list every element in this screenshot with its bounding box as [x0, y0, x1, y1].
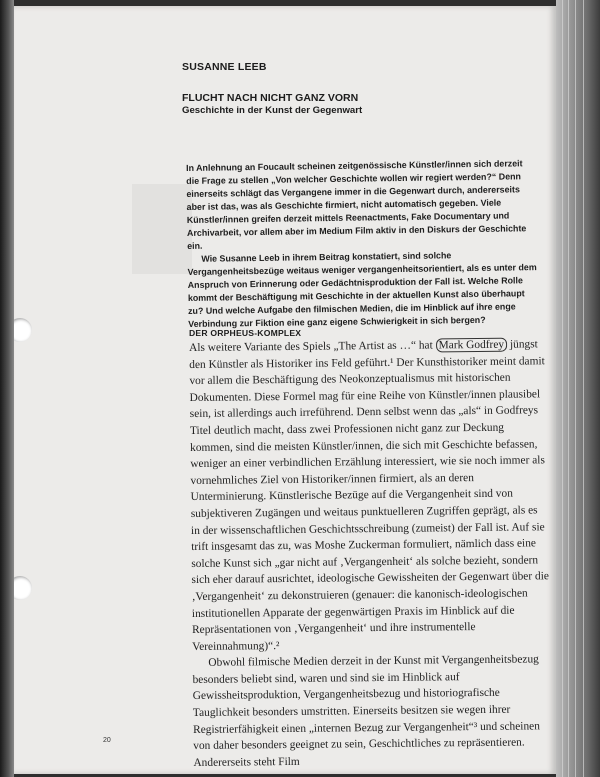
circled-annotation: Mark Godfrey [436, 338, 508, 353]
book-spine-shadow [0, 0, 14, 777]
article-title: FLUCHT NACH NICHT GANZ VORN [182, 92, 359, 104]
abstract [186, 157, 538, 331]
document-page [14, 6, 556, 774]
page-stack-edge [556, 0, 600, 777]
article-subtitle: Geschichte in der Kunst der Gegenwart [182, 105, 363, 116]
author-name: SUSANNE LEEB [182, 61, 267, 73]
body-text [189, 336, 551, 771]
show-through-shadow [132, 184, 192, 274]
section-heading: DER ORPHEUS-KOMPLEX [189, 328, 302, 338]
body-paragraph [189, 336, 550, 655]
body-text-segment: jüngst den Künstler als Historiker ins Feld geführt.¹ Der Kunsthistoriker meint damit vor allem die Beschäftigung des Neokonzeptualismus mit historischen Dokumenten. Diese Formel mag für eine Reihe von Künstler/innen plausibel sein, ist allerdings auch irreführend. Denn selbst wenn das „als“ in Godfreys Titel deutlich macht, dass zwei Professionen nicht ganz zur Deckung kommen, sind die meisten Künstler/innen, die sich mit Geschichte befassen, weniger an einer verbindlichen Erzählung interessiert, wie sie noch immer als vornehmliches Ziel von Historiker/innen firmiert, als an deren Unterminierung. Künstlerische Bezüge auf die Vergangenheit sind von subjektiveren Zugängen und weitaus punktuelleren Zugriffen geprägt, als es in der wissenschaftlichen Geschichtsschreibung (zumeist) der Fall ist. Auf sie trift insgesamt das zu, was Moshe Zuckerman formuliert, nämlich dass eine solche Kunst sich „gar nicht auf ‚Vergangenheit‘ als solche bezieht, sondern sich eher darauf ausrichtet, ideologische Gewissheiten der Gegenwart über die ‚Vergangenheit‘ zu dekonstruieren (genauer: die kanonisch-ideologischen institutionellen Apparate der gegenwärtigen Praxis im Hinblick auf die Repräsentationen von ‚Vergangenheit‘ und ihre instrumentelle Vereinnahmung)“.² [189, 338, 549, 653]
body-paragraph: Obwohl filmische Medien derzeit in der Kunst mit Vergangenheitsbezug besonders beliebt sind, waren und sind sie im Hinblick auf Gewissheitsproduktion, Vergangenheitsbezug und historiografische Tauglichkeit besonders umstritten. Einerseits besitzen sie wegen ihrer Registrierfähigkeit einen „internen Bezug zur Vergangenheit“³ und scheinen von daher besonders geeignet zu sein, Geschichtliches zu repräsentieren. Andererseits steht Film [192, 653, 540, 769]
abstract-paragraph: Wie Susanne Leeb in ihrem Beitrag konstatiert, sind solche Vergangenheitsbezüge weitaus weniger vergangenheitsorientiert, als es unter dem Anspruch von Erinnerung oder Gedächtnisproduktion der Fall ist. Welche Rolle kommt der Beschäftigung mit Geschichte in der aktuellen Kunst also überhaupt zu? Und welche Aufgabe den filmischen Medien, die im Hinblick auf ihre enge Verbindung zur Fiktion eine ganz eigene Schwierigkeit in sich bergen? [187, 250, 537, 329]
abstract-paragraph: In Anlehnung an Foucault scheinen zeitgenössische Künstler/innen sich derzeit die Frage zu stellen „Von welcher Geschichte wollen wir regiert werden?“ Denn einerseits schlägt das Vergangene immer in die Gegenwart durch, andererseits aber ist das, was als Geschichte firmiert, nicht automatisch gegeben. Viele Künstler/innen greifen derzeit mittels Reenactments, Fake Documentary und Archivarbeit, vor allem aber im Medium Film aktiv in den Diskurs der Geschichte ein. [186, 158, 527, 251]
binder-hole-icon [14, 576, 32, 600]
page-number: 20 [103, 737, 111, 744]
body-text-segment: Als weitere Variante des Spiels „The Artist as …“ hat [189, 339, 436, 354]
binder-hole-icon [14, 318, 32, 342]
